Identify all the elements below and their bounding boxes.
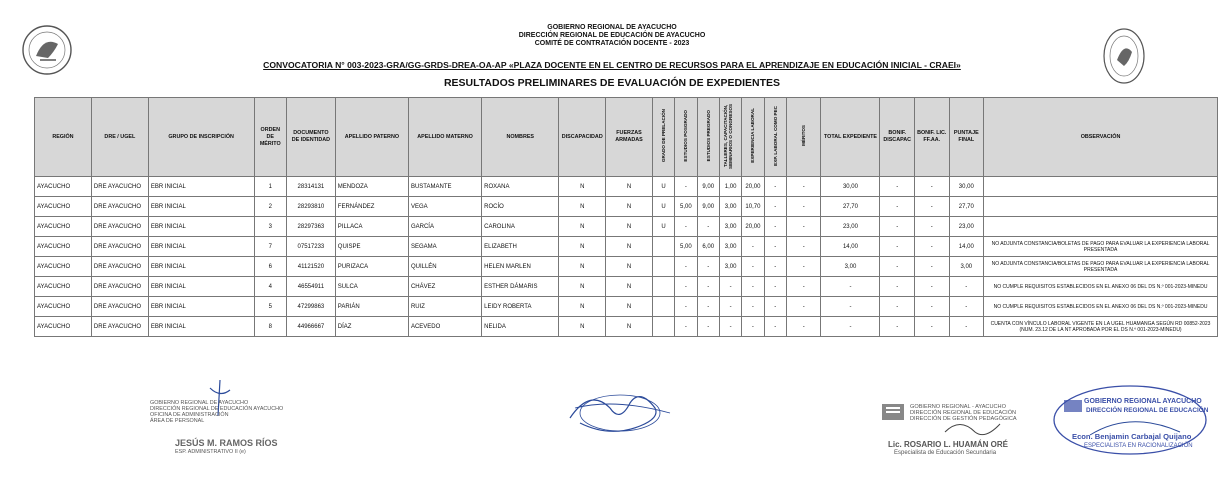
col-header-bonif-discapac: BONIF. DISCAPAC <box>880 98 915 177</box>
cell-bd: - <box>880 297 915 317</box>
cell-orden: 2 <box>254 197 287 217</box>
cell-region: AYACUCHO <box>35 177 92 197</box>
cell-nombres: HELEN MARLEN <box>482 257 559 277</box>
cell-ffaa: N <box>606 277 653 297</box>
cell-exp: 10,70 <box>742 197 764 217</box>
cell-materno: BUSTAMANTE <box>408 177 481 197</box>
header-line-3: COMITÉ DE CONTRATACIÓN DOCENTE - 2023 <box>534 40 690 47</box>
cell-bd: - <box>880 237 915 257</box>
cell-materno: SEGAMA <box>408 237 481 257</box>
cell-post: - <box>675 297 697 317</box>
col-header-talleres-label: TALLERES, CAPACITACIÓN, SEMINARIOS O CONGRESOS <box>722 102 733 169</box>
cell-total: 3,00 <box>821 257 880 277</box>
cell-total: - <box>821 297 880 317</box>
cell-obs: NO CUMPLE REQUISITOS ESTABLECIDOS EN EL ANEXO 06 DEL DS N.º 001-2023-MINEDU <box>984 277 1218 297</box>
cell-paterno: DÍAZ <box>335 317 408 337</box>
cell-mer: - <box>786 237 821 257</box>
cell-materno: VEGA <box>408 197 481 217</box>
cell-region: AYACUCHO <box>35 257 92 277</box>
cell-dre: DRE AYACUCHO <box>91 237 148 257</box>
cell-grado <box>652 277 674 297</box>
col-header-fuerzas: FUERZAS ARMADAS <box>606 98 653 177</box>
cell-disc: N <box>559 277 606 297</box>
cell-region: AYACUCHO <box>35 197 92 217</box>
cell-exp: - <box>742 237 764 257</box>
cell-post: 5,00 <box>675 237 697 257</box>
cell-post: - <box>675 217 697 237</box>
cell-dre: DRE AYACUCHO <box>91 297 148 317</box>
cell-exp: - <box>742 257 764 277</box>
col-header-documento: DOCUMENTO DE IDENTIDAD <box>287 98 336 177</box>
col-header-materno: APELLIDO MATERNO <box>408 98 481 177</box>
cell-mer: - <box>786 317 821 337</box>
table-header-row <box>35 98 1218 177</box>
signature-3-stamp: GOBIERNO REGIONAL - AYACUCHO DIRECCIÓN REGIONAL DE EDUCACIÓN DIRECCIÓN DE GESTIÓN PEDAGÓGICA <box>910 404 1017 422</box>
cell-pre: 9,00 <box>697 177 719 197</box>
table-row <box>35 317 1218 337</box>
cell-tall: 3,00 <box>719 237 741 257</box>
cell-materno: CHÁVEZ <box>408 277 481 297</box>
cell-bl: - <box>914 177 949 197</box>
signature-4-stamp-line-2: DIRECCIÓN REGIONAL DE EDUCACIÓN <box>1086 407 1209 414</box>
col-header-postgrado <box>675 98 697 177</box>
cell-paterno: PURIZACA <box>335 257 408 277</box>
cell-nombres: CAROLINA <box>482 217 559 237</box>
cell-ffaa: N <box>606 237 653 257</box>
cell-post: - <box>675 277 697 297</box>
cell-pec: - <box>764 177 786 197</box>
cell-grupo: EBR INICIAL <box>148 217 254 237</box>
cell-pec: - <box>764 297 786 317</box>
cell-disc: N <box>559 197 606 217</box>
cell-doc: 46554911 <box>287 277 336 297</box>
cell-paterno: MENDOZA <box>335 177 408 197</box>
cell-tall: - <box>719 277 741 297</box>
signature-block-1 <box>150 378 310 458</box>
col-header-exp-pec-label: EXP. LABORAL COMO PEC <box>772 105 778 166</box>
cell-grupo: EBR INICIAL <box>148 297 254 317</box>
convocatoria-title: CONVOCATORIA N° 003-2023-GRA/GG-GRDS-DREA-OA-AP «PLAZA DOCENTE EN EL CENTRO DE RECURSOS PARA EL APRENDIZAJE EN EDUCACIÓN INICIAL - CRAEI» <box>263 60 961 70</box>
cell-grupo: EBR INICIAL <box>148 317 254 337</box>
cell-grupo: EBR INICIAL <box>148 197 254 217</box>
cell-mer: - <box>786 297 821 317</box>
cell-total: 27,70 <box>821 197 880 217</box>
col-header-pregrado <box>697 98 719 177</box>
cell-region: AYACUCHO <box>35 297 92 317</box>
signature-3-name: Lic. ROSARIO L. HUAMÁN ORÉ <box>888 440 1009 449</box>
cell-doc: 41121520 <box>287 257 336 277</box>
cell-total: - <box>821 317 880 337</box>
cell-nombres: ESTHER DÁMARIS <box>482 277 559 297</box>
col-header-pregrado-label: ESTUDIOS PREGRADO <box>705 109 711 162</box>
cell-bl: - <box>914 317 949 337</box>
cell-exp: 20,00 <box>742 217 764 237</box>
cell-ffaa: N <box>606 317 653 337</box>
col-header-paterno: APELLIDO PATERNO <box>335 98 408 177</box>
handwritten-signature-2 <box>560 378 680 448</box>
cell-final: 3,00 <box>949 257 984 277</box>
cell-disc: N <box>559 257 606 277</box>
cell-materno: ACEVEDO <box>408 317 481 337</box>
cell-dre: DRE AYACUCHO <box>91 317 148 337</box>
cell-bd: - <box>880 197 915 217</box>
cell-obs: NO CUMPLE REQUISITOS ESTABLECIDOS EN EL ANEXO 06 DEL DS N.º 001-2023-MINEDU <box>984 297 1218 317</box>
cell-pre: 9,00 <box>697 197 719 217</box>
cell-paterno: SULCA <box>335 277 408 297</box>
cell-bl: - <box>914 277 949 297</box>
col-header-observacion: OBSERVACIÓN <box>984 98 1218 177</box>
cell-post: - <box>675 257 697 277</box>
handwritten-signature-3 <box>940 412 1010 442</box>
cell-doc: 28314131 <box>287 177 336 197</box>
results-title: RESULTADOS PRELIMINARES DE EVALUACIÓN DE EXPEDIENTES <box>443 77 781 89</box>
cell-ffaa: N <box>606 297 653 317</box>
table-row <box>35 297 1218 317</box>
cell-mer: - <box>786 257 821 277</box>
cell-dre: DRE AYACUCHO <box>91 197 148 217</box>
cell-doc: 47299863 <box>287 297 336 317</box>
cell-final: 23,00 <box>949 217 984 237</box>
cell-materno: GARCÍA <box>408 217 481 237</box>
table-row <box>35 237 1218 257</box>
cell-total: 14,00 <box>821 237 880 257</box>
signature-1-stamp: GOBIERNO REGIONAL DE AYACUCHO DIRECCIÓN REGIONAL DE EDUCACIÓN AYACUCHO OFICINA DE ADMINISTRACIÓN ÁREA DE PERSONAL <box>150 400 284 424</box>
cell-bd: - <box>880 277 915 297</box>
cell-ffaa: N <box>606 197 653 217</box>
col-header-talleres <box>719 98 741 177</box>
cell-grupo: EBR INICIAL <box>148 177 254 197</box>
cell-nombres: NELIDA <box>482 317 559 337</box>
cell-bl: - <box>914 217 949 237</box>
cell-mer: - <box>786 177 821 197</box>
signature-1-name: JESÚS M. RAMOS RÍOS <box>175 438 278 448</box>
cell-mer: - <box>786 197 821 217</box>
cell-tall: - <box>719 317 741 337</box>
cell-ffaa: N <box>606 257 653 277</box>
cell-total: 30,00 <box>821 177 880 197</box>
header-line-2: DIRECCIÓN REGIONAL DE EDUCACIÓN DE AYACUCHO <box>518 32 706 39</box>
header-line-1: GOBIERNO REGIONAL DE AYACUCHO <box>547 24 677 31</box>
cell-disc: N <box>559 317 606 337</box>
cell-grado <box>652 237 674 257</box>
cell-dre: DRE AYACUCHO <box>91 217 148 237</box>
cell-bl: - <box>914 237 949 257</box>
cell-final: - <box>949 297 984 317</box>
cell-tall: 3,00 <box>719 197 741 217</box>
cell-disc: N <box>559 237 606 257</box>
cell-disc: N <box>559 177 606 197</box>
col-header-grupo: GRUPO DE INSCRIPCIÓN <box>148 98 254 177</box>
table-row <box>35 177 1218 197</box>
cell-materno: QUILLÉN <box>408 257 481 277</box>
cell-orden: 6 <box>254 257 287 277</box>
col-header-discapacidad: DISCAPACIDAD <box>559 98 606 177</box>
col-header-meritos <box>786 98 821 177</box>
cell-pec: - <box>764 237 786 257</box>
cell-disc: N <box>559 217 606 237</box>
signature-block-4 <box>1050 380 1210 460</box>
cell-tall: 3,00 <box>719 217 741 237</box>
cell-orden: 7 <box>254 237 287 257</box>
cell-ffaa: N <box>606 177 653 197</box>
cell-materno: RUIZ <box>408 297 481 317</box>
table-row <box>35 217 1218 237</box>
cell-nombres: ELIZABETH <box>482 237 559 257</box>
col-header-bonif-lic: BONIF. LIC. FF.AA. <box>914 98 949 177</box>
cell-bd: - <box>880 217 915 237</box>
cell-bd: - <box>880 177 915 197</box>
col-header-experiencia-label: EXPERIENCIA LABORAL <box>750 108 756 163</box>
cell-exp: 20,00 <box>742 177 764 197</box>
col-header-dre: DRE / UGEL <box>91 98 148 177</box>
cell-final: 14,00 <box>949 237 984 257</box>
cell-obs: CUENTA CON VÍNCULO LABORAL VIGENTE EN LA UGEL HUAMANGA SEGÚN RD 00852-2023 (NUM. 23.12 DE LA NT APROBADA POR EL DS N.º 001-2023-MINEDU) <box>984 317 1218 337</box>
table-row <box>35 257 1218 277</box>
cell-post: - <box>675 317 697 337</box>
cell-dre: DRE AYACUCHO <box>91 277 148 297</box>
cell-grado: U <box>652 177 674 197</box>
col-header-orden: ORDEN DE MÉRITO <box>254 98 287 177</box>
cell-pec: - <box>764 277 786 297</box>
cell-orden: 4 <box>254 277 287 297</box>
cell-dre: DRE AYACUCHO <box>91 177 148 197</box>
cell-exp: - <box>742 297 764 317</box>
cell-final: 27,70 <box>949 197 984 217</box>
cell-orden: 3 <box>254 217 287 237</box>
cell-total: 23,00 <box>821 217 880 237</box>
signature-3-role: Especialista de Educación Secundaria <box>894 450 997 456</box>
cell-obs <box>984 197 1218 217</box>
cell-grado <box>652 317 674 337</box>
institution-logo-icon <box>880 402 906 422</box>
cell-final: 30,00 <box>949 177 984 197</box>
signature-4-name: Econ. Benjamin Carbajal Quijano <box>1072 432 1192 441</box>
cell-pre: - <box>697 317 719 337</box>
cell-total: - <box>821 277 880 297</box>
cell-orden: 1 <box>254 177 287 197</box>
cell-ffaa: N <box>606 217 653 237</box>
table-row <box>35 277 1218 297</box>
col-header-region: REGIÓN <box>35 98 92 177</box>
cell-obs: NO ADJUNTA CONSTANCIA/BOLETAS DE PAGO PARA EVALUAR LA EXPERIENCIA LABORAL PRESENTADA <box>984 237 1218 257</box>
col-header-total: TOTAL EXPEDIENTE <box>821 98 880 177</box>
cell-obs <box>984 177 1218 197</box>
cell-mer: - <box>786 277 821 297</box>
cell-pec: - <box>764 257 786 277</box>
signature-4-stamp-line-1: GOBIERNO REGIONAL AYACUCHO <box>1084 398 1202 405</box>
cell-region: AYACUCHO <box>35 317 92 337</box>
col-header-nombres: NOMBRES <box>482 98 559 177</box>
cell-final: - <box>949 317 984 337</box>
col-header-postgrado-label: ESTUDIOS POSGRADO <box>683 109 689 162</box>
col-header-grado <box>652 98 674 177</box>
cell-grupo: EBR INICIAL <box>148 277 254 297</box>
cell-doc: 28297363 <box>287 217 336 237</box>
cell-obs <box>984 217 1218 237</box>
col-header-exp-pec <box>764 98 786 177</box>
cell-tall: - <box>719 297 741 317</box>
cell-paterno: PILLACA <box>335 217 408 237</box>
cell-nombres: ROXANA <box>482 177 559 197</box>
cell-nombres: LEIDY ROBERTA <box>482 297 559 317</box>
cell-tall: 3,00 <box>719 257 741 277</box>
cell-tall: 1,00 <box>719 177 741 197</box>
cell-grupo: EBR INICIAL <box>148 257 254 277</box>
cell-region: AYACUCHO <box>35 237 92 257</box>
signature-block-3 <box>880 392 1040 462</box>
cell-grado: U <box>652 217 674 237</box>
cell-grado: U <box>652 197 674 217</box>
cell-post: 5,00 <box>675 197 697 217</box>
col-header-experiencia <box>742 98 764 177</box>
cell-grado <box>652 297 674 317</box>
cell-pec: - <box>764 197 786 217</box>
cell-bd: - <box>880 317 915 337</box>
cell-bl: - <box>914 297 949 317</box>
cell-paterno: FERNÁNDEZ <box>335 197 408 217</box>
cell-exp: - <box>742 277 764 297</box>
signature-4-role: ESPECIALISTA EN RACIONALIZACIÓN <box>1084 443 1193 449</box>
cell-grupo: EBR INICIAL <box>148 237 254 257</box>
cell-paterno: PARIÁN <box>335 297 408 317</box>
cell-doc: 28293810 <box>287 197 336 217</box>
cell-region: AYACUCHO <box>35 217 92 237</box>
cell-pre: 6,00 <box>697 237 719 257</box>
cell-mer: - <box>786 217 821 237</box>
cell-pre: - <box>697 297 719 317</box>
results-table <box>34 97 1218 337</box>
cell-pre: - <box>697 277 719 297</box>
cell-pec: - <box>764 317 786 337</box>
cell-pre: - <box>697 217 719 237</box>
cell-exp: - <box>742 317 764 337</box>
cell-doc: 07517233 <box>287 237 336 257</box>
cell-nombres: ROCÍO <box>482 197 559 217</box>
col-header-meritos-label: MÉRITOS <box>801 125 807 146</box>
col-header-grado-label: GRADO DE PRELACIÓN <box>661 108 667 163</box>
table-row <box>35 197 1218 217</box>
cell-pec: - <box>764 217 786 237</box>
cell-disc: N <box>559 297 606 317</box>
cell-bd: - <box>880 257 915 277</box>
cell-orden: 5 <box>254 297 287 317</box>
cell-grado <box>652 257 674 277</box>
cell-region: AYACUCHO <box>35 277 92 297</box>
cell-pre: - <box>697 257 719 277</box>
cell-orden: 8 <box>254 317 287 337</box>
signature-1-role: ESP. ADMINISTRATIVO II (e) <box>175 449 246 455</box>
cell-doc: 44966667 <box>287 317 336 337</box>
cell-bl: - <box>914 257 949 277</box>
cell-dre: DRE AYACUCHO <box>91 257 148 277</box>
cell-obs: NO ADJUNTA CONSTANCIA/BOLETAS DE PAGO PARA EVALUAR LA EXPERIENCIA LABORAL PRESENTADA <box>984 257 1218 277</box>
cell-post: - <box>675 177 697 197</box>
col-header-puntaje: PUNTAJE FINAL <box>949 98 984 177</box>
cell-final: - <box>949 277 984 297</box>
cell-paterno: QUISPE <box>335 237 408 257</box>
cell-bl: - <box>914 197 949 217</box>
